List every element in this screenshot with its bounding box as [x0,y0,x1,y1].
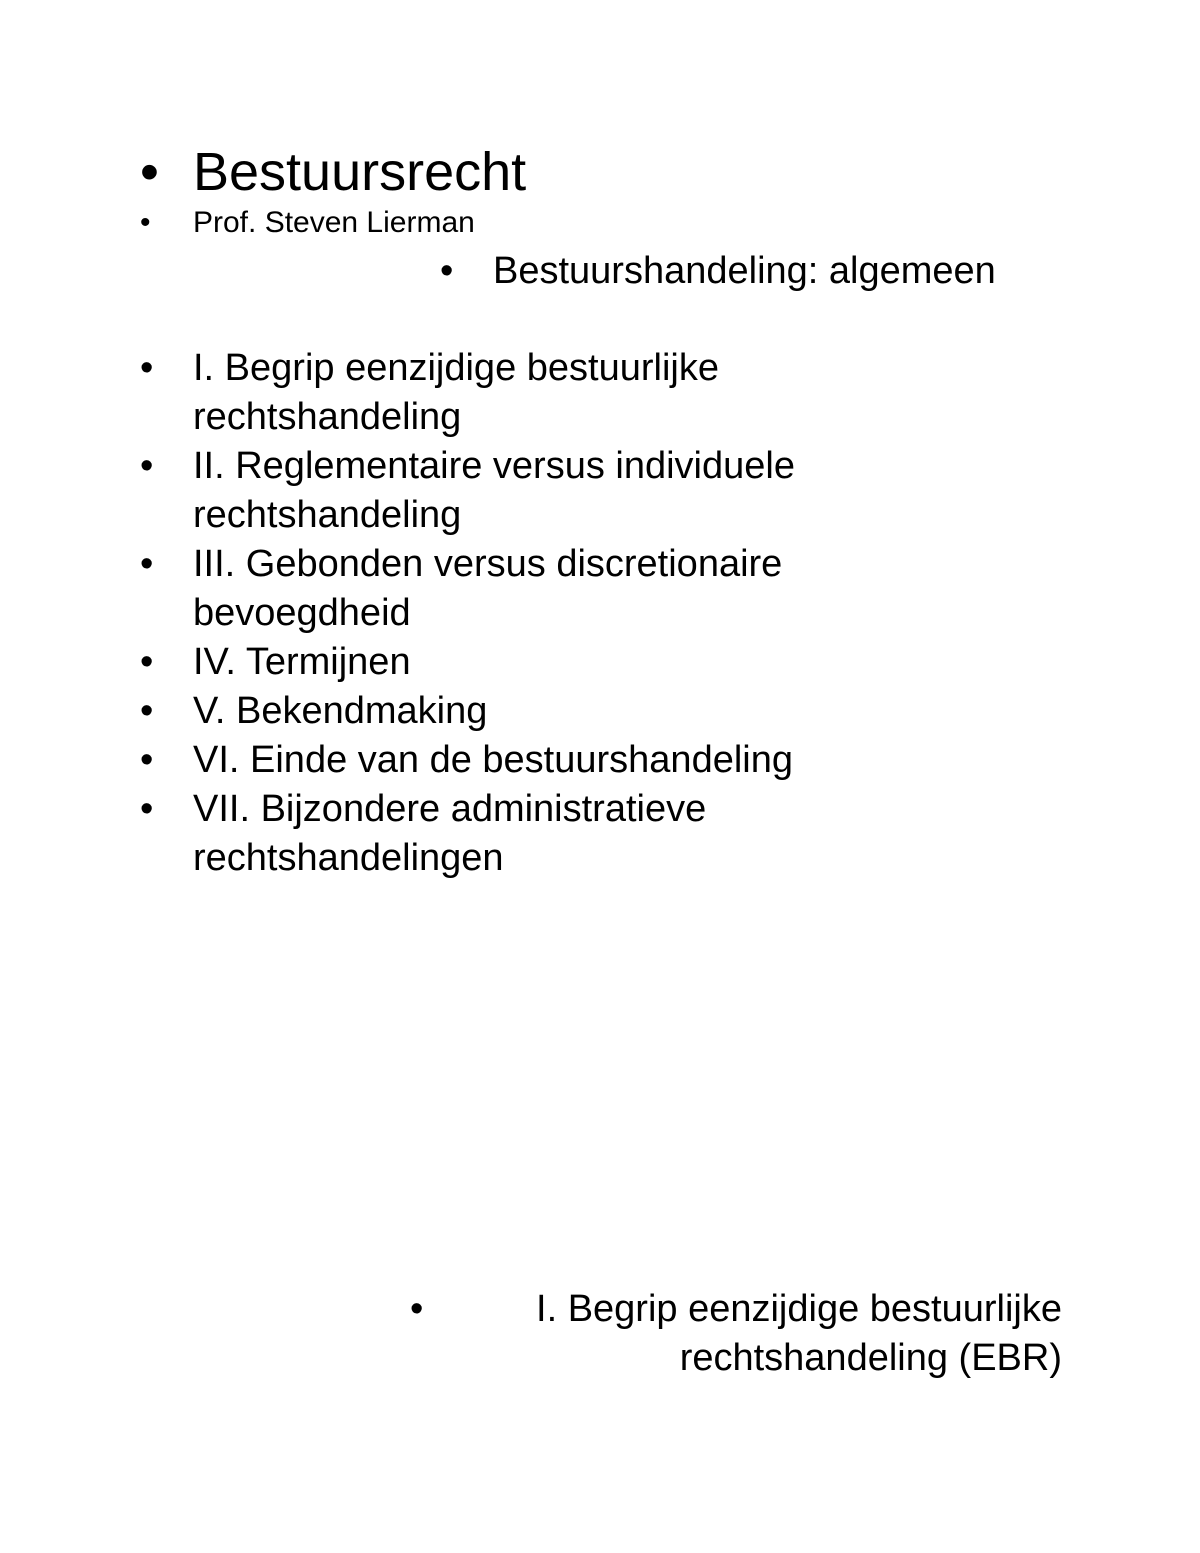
outline-item-label: III. Gebonden versus discretionaire bevoegdheid [193,543,783,634]
course-title-text: Bestuursrecht [193,142,527,202]
bullet: • [140,445,154,487]
course-title [140,140,526,204]
bullet: • [140,788,154,830]
outline-item-label: IV. Termijnen [193,641,411,683]
bullet: • [140,206,151,239]
outline-item [140,442,1100,540]
outline-item-label: II. Reglementaire versus individuele rechtshandeling [193,445,795,536]
outline-item [140,540,1100,638]
outline-item [140,736,1100,785]
section-heading-text: I. Begrip eenzijdige bestuurlijke rechtshandeling (EBR) [536,1288,1062,1379]
bullet: • [140,543,154,585]
bullet: • [140,690,154,732]
section-heading [410,1285,1062,1383]
chapter-subtitle [440,248,996,294]
bullet: • [410,1288,424,1330]
outline-item-label: VII. Bijzondere administratieve rechtshandelingen [193,788,707,879]
outline-item [140,785,1100,883]
outline-item [140,638,1100,687]
bullet: • [140,739,154,781]
outline-item-label: VI. Einde van de bestuurshandeling [193,739,793,781]
author-name: Prof. Steven Lierman [193,206,475,239]
bullet: • [140,142,159,202]
chapter-outline [140,344,1100,883]
outline-item-label: I. Begrip eenzijdige bestuurlijke rechtshandeling [193,347,719,438]
outline-item [140,687,1100,736]
author-line [140,205,475,241]
chapter-subtitle-text: Bestuurshandeling: algemeen [493,250,996,292]
bullet: • [140,347,154,389]
bullet: • [140,641,154,683]
outline-item-label: V. Bekendmaking [193,690,488,732]
outline-item [140,344,1100,442]
bullet: • [440,250,454,292]
